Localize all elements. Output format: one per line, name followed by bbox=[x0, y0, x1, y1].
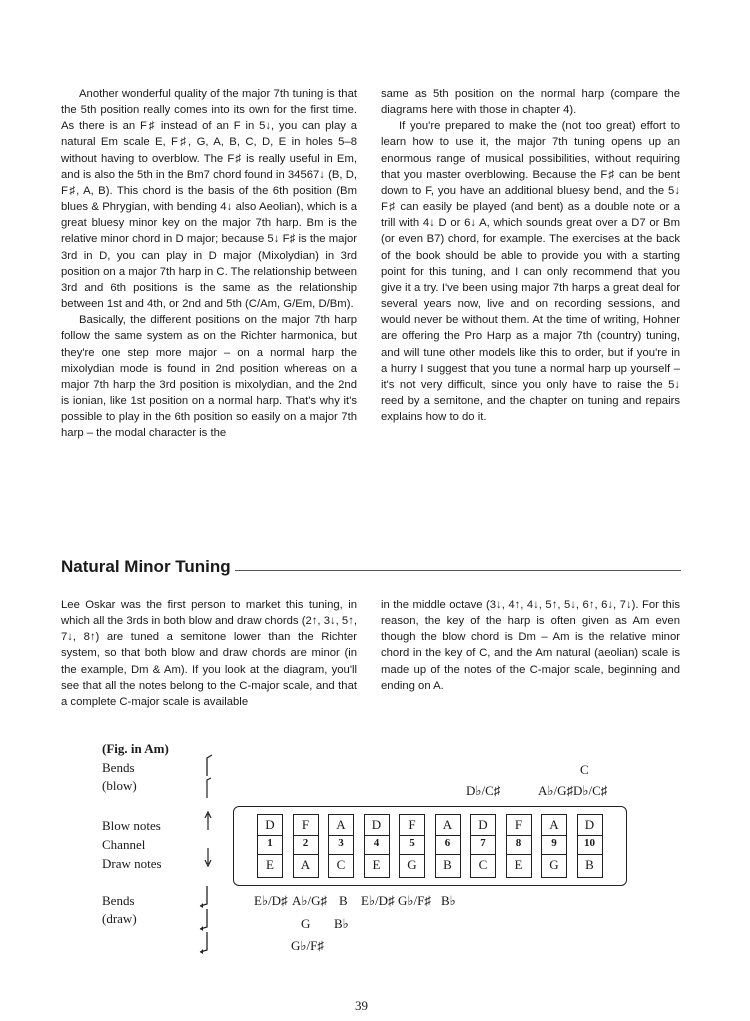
harmonica-hole bbox=[364, 814, 390, 878]
draw-note: C bbox=[478, 857, 488, 872]
channel-number: 4 bbox=[373, 837, 380, 849]
section-title: Natural Minor Tuning bbox=[61, 556, 235, 578]
label-blow-notes: Blow notes bbox=[102, 818, 161, 833]
channel-number: 5 bbox=[409, 837, 415, 849]
blow-bend-note: D♭/C♯ bbox=[466, 783, 501, 798]
label-draw-notes: Draw notes bbox=[102, 856, 162, 871]
draw-bend-note: B♭ bbox=[441, 893, 456, 908]
blow-arrow-icon bbox=[201, 810, 215, 832]
paragraph: in the middle octave (3↓, 4↑, 4↓, 5↑, 5↓, 6↑, 6↓, 7↓). For this reason, the key of the harp is often given as Am even though the blow chord is Dm – Am is the relative minor chord in the key of C, and the Am natural (aeolian) scale is made up of the notes of the C-major scale, beginning and ending on A. bbox=[381, 599, 680, 692]
paragraph: Basically, the different positions on the major 7th harp follow the same system as on the Richter harmonica, but they're one step more major – on a normal harp the mixolydian mode is found in 2nd position whereas on a major 7th harp the 3rd position is mixolydian, and the 2nd is ionian, like 1st position on a normal harp. That's why it's possible to play in the 6th position so easily on a major 7th harp – the modal character is the bbox=[61, 314, 357, 440]
draw-note: E bbox=[266, 857, 274, 872]
draw-bend-note: G♭/F♯ bbox=[291, 938, 324, 953]
paragraph: same as 5th position on the normal harp (compare the diagrams here with those in chapter 4). bbox=[381, 88, 680, 117]
harmonica-hole bbox=[506, 814, 532, 878]
draw-note: G bbox=[407, 857, 417, 872]
draw-note: G bbox=[549, 857, 559, 872]
blow-note: A bbox=[549, 817, 559, 832]
harmonica-hole bbox=[293, 814, 319, 878]
bend-up-arrow-icon bbox=[200, 754, 214, 776]
draw-arrow-icon bbox=[201, 846, 215, 868]
channel-number: 2 bbox=[302, 837, 309, 849]
blow-note: A bbox=[336, 817, 346, 832]
bend-down-arrow-icon bbox=[198, 886, 212, 908]
figure-title: (Fig. in Am) bbox=[102, 741, 169, 756]
draw-bend-note: B bbox=[339, 893, 348, 908]
blow-note: F bbox=[408, 817, 416, 832]
draw-bend-note: E♭/D♯ bbox=[361, 893, 395, 908]
label-bends-blow-sub: (blow) bbox=[102, 778, 137, 793]
bottom-left-column bbox=[61, 597, 357, 710]
harmonica-hole bbox=[541, 814, 567, 878]
label-bends-blow: Bends bbox=[102, 760, 135, 775]
draw-bend-note: A♭/G♯ bbox=[292, 893, 328, 908]
channel-number: 10 bbox=[584, 837, 595, 849]
paragraph: Another wonderful quality of the major 7th tuning is that the 5th position really comes into its own for the first time. As there is an F♯ instead of an F in 5↓, you can play a natural Em scale E, F♯, G, A, B, C, D, E in holes 5–8 without having to overblow. The F♯ is really useful in Em, and is also the 5th in the Bm7 chord found in 34567↓ (B, D, F♯, A, B). This chord is the basis of the 6th position (Bm blues & Phrygian, with bending 4↓ also Aeolian), which is a great bluesy minor key on the major 7th harp. Bm is the relative minor chord in D major; because 5↓ F♯ is the major 3rd in D, you can play in D major (Mixolydian) in 3rd position on a major 7th harp in C. The relationship between 3rd and 6th positions is the same as the relationship between 1st and 4th, or 2nd and 5th (C/Am, G/Em, D/Bm). bbox=[61, 88, 357, 311]
label-bends-draw: Bends bbox=[102, 893, 135, 908]
label-bends-draw-sub: (draw) bbox=[102, 911, 137, 926]
blow-note: D bbox=[478, 817, 488, 832]
harmonica-hole bbox=[435, 814, 461, 878]
harmonica-hole bbox=[470, 814, 496, 878]
harmonica-hole bbox=[577, 814, 603, 878]
paragraph: Lee Oskar was the first person to market this tuning, in which all the 3rds in both blow and draw chords (2↑, 3↓, 5↑, 7↓, 8↑) are tuned a semitone lower than the Richter system, so that both blow and draw chords are minor (in the example, Dm & Am). If you look at the diagram, you'll see that all the notes belong to the C-major scale, and that a complete C-major scale is available bbox=[61, 599, 357, 708]
channel-number: 6 bbox=[444, 837, 451, 849]
draw-bend-note: B♭ bbox=[334, 916, 349, 931]
channel-number: 3 bbox=[338, 837, 344, 849]
harmonica-hole bbox=[399, 814, 425, 878]
section-heading bbox=[61, 556, 681, 582]
blow-bend-note: D♭/C♯ bbox=[573, 783, 608, 798]
blow-bend-note: A♭/G♯ bbox=[538, 783, 574, 798]
draw-note: B bbox=[585, 857, 594, 872]
blow-note: D bbox=[265, 817, 275, 832]
draw-bend-note: G♭/F♯ bbox=[398, 893, 431, 908]
blow-note: D bbox=[371, 817, 382, 832]
draw-note: E bbox=[372, 857, 381, 872]
channel-number: 8 bbox=[515, 837, 522, 849]
blow-note: F bbox=[514, 817, 523, 832]
bend-down-arrow-icon bbox=[198, 909, 212, 931]
label-channel: Channel bbox=[102, 837, 146, 852]
draw-note: B bbox=[443, 857, 452, 872]
bend-up-arrow-icon bbox=[200, 776, 214, 798]
blow-note: A bbox=[442, 817, 453, 832]
page-number: 39 bbox=[355, 998, 368, 1013]
top-left-column bbox=[61, 86, 357, 441]
blow-note: D bbox=[584, 817, 595, 832]
channel-number: 9 bbox=[551, 837, 557, 849]
harmonica-hole bbox=[328, 814, 354, 878]
channel-number: 1 bbox=[267, 837, 273, 849]
draw-note: A bbox=[300, 857, 311, 872]
channel-number: 7 bbox=[480, 837, 486, 849]
blow-note: F bbox=[301, 817, 310, 832]
harmonica-hole bbox=[257, 814, 283, 878]
blow-bend-note: C bbox=[580, 762, 589, 777]
bend-down-arrow-icon bbox=[198, 932, 212, 954]
paragraph: If you're prepared to make the (not too great) effort to learn how to use it, the major 7th tuning opens up an enormous range of musical possibilities, without requiring that you master overblowing. Because the F♯ can be bent down to F, you have an additional bluesy bend, and the 5↓ F♯ can easily be played (and bent) as a double note or a trill with 4↓ D or 6↓ A, which sounds great over a D7 or Bm (or even B7) chord, for example. The exercises at the back of the book should be able to provide you with a starting point for this tuning, and I can only recommend that you give it a try. I've been using major 7th harps a great deal for several years now, live and on recording sessions, and would never be without them. At the time of writing, Hohner are offering the Pro Harp as a major 7th (country) tuning, and will tune other models like this to order, but if you're in a hurry I suggest that you tune a normal harp up yourself – it's not very difficult, since you only have to raise the 5↓ reed by a semitone, and the chapter on tuning and repairs explains how to do it. bbox=[381, 120, 680, 424]
top-right-column bbox=[381, 86, 680, 425]
draw-bend-note: E♭/D♯ bbox=[254, 893, 288, 908]
draw-note: E bbox=[514, 857, 523, 872]
draw-note: C bbox=[336, 857, 346, 872]
draw-bend-note: G bbox=[301, 916, 311, 931]
bottom-right-column bbox=[381, 597, 680, 694]
